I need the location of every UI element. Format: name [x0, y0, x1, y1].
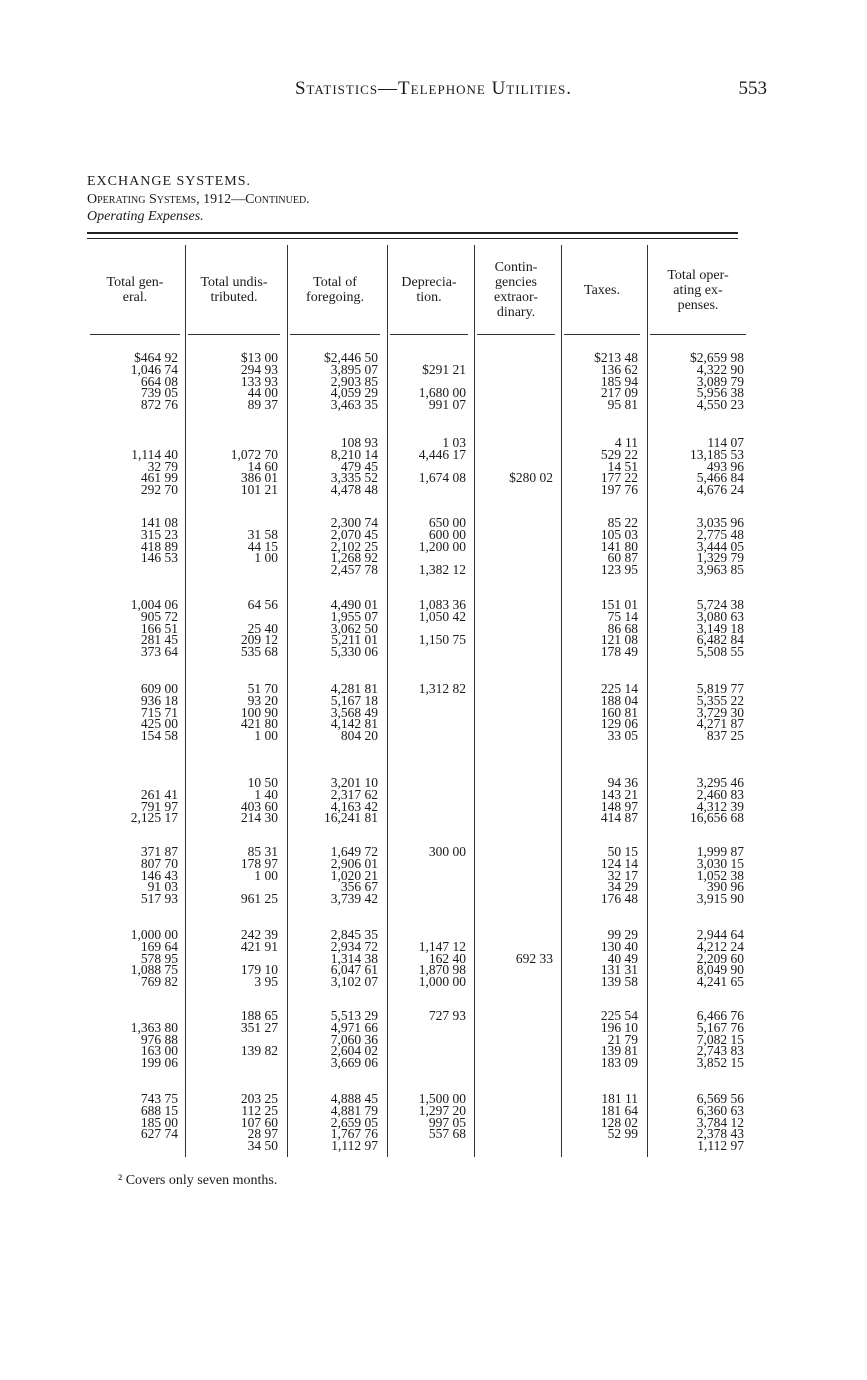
table-cell: 169 64 — [140, 938, 178, 954]
table-cell: 664 08 — [140, 373, 178, 389]
table-cell: 34 50 — [247, 1138, 278, 1154]
table-cell: 609 00 — [140, 681, 178, 696]
table-cell: 242 39 — [240, 927, 278, 942]
column-header: Total of foregoing. — [306, 275, 364, 305]
table-cell: 1,363 80 — [130, 1019, 178, 1035]
table-cell: 52 99 — [607, 1126, 638, 1142]
table-cell: 176 48 — [600, 891, 638, 907]
table-cell: 356 67 — [340, 879, 378, 895]
table-cell: 300 00 — [428, 844, 466, 859]
table-cell: 3,295 46 — [696, 775, 744, 790]
table-cell: 143 21 — [600, 786, 638, 802]
top-rule — [87, 232, 738, 234]
table-cell: $280 02 — [509, 470, 553, 486]
table-cell: 75 14 — [607, 608, 638, 624]
table-cell: 1,112 97 — [331, 1138, 378, 1154]
table-cell: 94 36 — [607, 775, 638, 790]
table-cell: 21 79 — [607, 1031, 638, 1047]
table-cell: 1,052 38 — [696, 867, 744, 883]
table-cell: 146 53 — [140, 550, 178, 566]
table-cell: 101 21 — [240, 482, 278, 498]
table-cell: 3,568 49 — [330, 704, 378, 720]
table-cell: 112 25 — [241, 1102, 278, 1118]
table-cell: 371 87 — [140, 844, 178, 859]
table-cell: 1,382 12 — [418, 562, 466, 578]
table-cell: 1,000 00 — [418, 974, 466, 990]
table-cell: 600 00 — [428, 526, 466, 542]
table-cell: 991 07 — [428, 397, 466, 413]
table-cell: 99 29 — [607, 927, 638, 942]
table-cell: 578 95 — [140, 950, 178, 966]
table-cell: 3,739 42 — [330, 891, 378, 907]
table-cell: 3,030 15 — [696, 855, 744, 871]
column-header: Deprecia- tion. — [401, 275, 457, 305]
table-cell: 4,881 79 — [330, 1102, 378, 1118]
table-cell: 197 76 — [600, 482, 638, 498]
table-cell: 5,513 29 — [330, 1008, 378, 1023]
table-cell: 3,463 35 — [330, 397, 378, 413]
table-cell: 4,312 39 — [696, 798, 744, 814]
table-cell: 1,114 40 — [131, 446, 178, 462]
table-cell: 739 05 — [140, 385, 178, 401]
table-cell: 804 20 — [340, 728, 378, 744]
table-cell: 86 68 — [607, 620, 638, 636]
table-cell: 837 25 — [706, 728, 744, 744]
table-cell: 5,508 55 — [696, 644, 744, 660]
table-cell: 44 00 — [247, 385, 278, 401]
table-cell: 1,200 00 — [418, 538, 466, 554]
table-cell: 418 89 — [140, 538, 178, 554]
table-cell: 85 31 — [247, 844, 278, 859]
table-cell: 3,080 63 — [696, 608, 744, 624]
table-cell: 1,680 00 — [418, 385, 466, 401]
table-cell: 414 87 — [600, 810, 638, 826]
table-cell: 162 40 — [428, 950, 466, 966]
table-cell: 461 99 — [140, 470, 178, 486]
header-rule — [650, 334, 746, 335]
table-cell: 160 81 — [600, 704, 638, 720]
table-cell: 1,312 82 — [418, 681, 466, 696]
table-cell: 214 30 — [240, 810, 278, 826]
table-cell: 121 08 — [600, 632, 638, 648]
table-cell: 4,478 48 — [330, 482, 378, 498]
table-cell: 185 00 — [140, 1114, 178, 1130]
table-cell: 2,604 02 — [330, 1043, 378, 1059]
table-cell: 3,852 15 — [696, 1055, 744, 1071]
section-subtitle: Operating Systems, 1912—Continued. — [87, 192, 310, 207]
table-cell: 261 41 — [140, 786, 178, 802]
table-cell: 1,004 06 — [130, 597, 178, 612]
column-header: Total undis- tributed. — [200, 275, 268, 305]
table-cell: 114 07 — [707, 435, 744, 450]
table-cell: 905 72 — [140, 608, 178, 624]
table-cell: 91 03 — [147, 879, 178, 895]
table-cell: 1,314 38 — [330, 950, 378, 966]
table-cell: 3 95 — [254, 974, 278, 990]
table-cell: 4,163 42 — [330, 798, 378, 814]
table-cell: 225 54 — [600, 1008, 638, 1023]
table-cell: 131 31 — [600, 962, 638, 978]
table-cell: 16,241 81 — [324, 810, 378, 826]
table-cell: 557 68 — [428, 1126, 466, 1142]
table-cell: 130 40 — [600, 938, 638, 954]
table-cell: 727 93 — [428, 1008, 466, 1023]
column-header: Total gen- eral. — [106, 275, 164, 305]
page-number: 553 — [738, 78, 767, 99]
table-cell: 1,268 92 — [330, 550, 378, 566]
table-cell: 146 43 — [140, 867, 178, 883]
table-cell: 33 05 — [607, 728, 638, 744]
table-cell: 292 70 — [140, 482, 178, 498]
table-cell: 64 56 — [247, 597, 278, 612]
table-cell: 185 94 — [600, 373, 638, 389]
table-cell: 3,335 52 — [330, 470, 378, 486]
table-cell: 425 00 — [140, 716, 178, 732]
table-cell: 4,142 81 — [330, 716, 378, 732]
table-cell: $464 92 — [134, 350, 178, 365]
table-cell: 650 00 — [428, 515, 466, 530]
table-cell: 3,963 85 — [696, 562, 744, 578]
table-cell: 688 15 — [140, 1102, 178, 1118]
table-cell: 51 70 — [247, 681, 278, 696]
table-cell: 188 04 — [600, 692, 638, 708]
table-cell: 5,211 01 — [331, 632, 378, 648]
table-cell: 178 97 — [240, 855, 278, 871]
header-rule — [564, 334, 640, 335]
table-cell: 4,271 87 — [696, 716, 744, 732]
table-cell: 141 08 — [140, 515, 178, 530]
table-cell: 178 49 — [600, 644, 638, 660]
table-cell: 3,915 90 — [696, 891, 744, 907]
table-cell: 421 80 — [240, 716, 278, 732]
table-cell: 2,659 05 — [330, 1114, 378, 1130]
table-cell: 60 87 — [607, 550, 638, 566]
table-cell: 1 40 — [254, 786, 278, 802]
table-cell: 1,046 74 — [130, 361, 178, 377]
running-title: Statistics—Telephone Utilities. — [294, 78, 573, 99]
table-cell: 5,956 38 — [696, 385, 744, 401]
table-cell: 936 18 — [140, 692, 178, 708]
table-cell: 44 15 — [247, 538, 278, 554]
table-cell: 5,724 38 — [696, 597, 744, 612]
table-cell: 769 82 — [140, 974, 178, 990]
table-cell: 95 81 — [607, 397, 638, 413]
table-cell: 807 70 — [140, 855, 178, 871]
table-cell: 225 14 — [600, 681, 638, 696]
table-cell: 1,147 12 — [418, 938, 466, 954]
table-cell: 3,201 10 — [330, 775, 378, 790]
table-cell: 315 23 — [140, 526, 178, 542]
table-cell: 1,072 70 — [230, 446, 278, 462]
table-cell: 2,102 25 — [330, 538, 378, 554]
table-cell: 1,649 72 — [330, 844, 378, 859]
table-cell: 3,149 18 — [696, 620, 744, 636]
table-cell: 351 27 — [240, 1019, 278, 1035]
table-cell: 209 12 — [240, 632, 278, 648]
table-cell: 976 88 — [140, 1031, 178, 1047]
table-cell: 1,870 98 — [418, 962, 466, 978]
table-cell: $291 21 — [422, 361, 466, 377]
table-cell: 3,729 30 — [696, 704, 744, 720]
table-cell: 129 06 — [600, 716, 638, 732]
table-cell: 151 01 — [600, 597, 638, 612]
table-cell: $2,446 50 — [324, 350, 378, 365]
table-cell: 1,674 08 — [418, 470, 466, 486]
table-cell: 166 51 — [140, 620, 178, 636]
table-cell: 529 22 — [600, 446, 638, 462]
table-cell: 6,569 56 — [696, 1091, 744, 1106]
table-cell: 4,490 01 — [330, 597, 378, 612]
table-cell: 2,775 48 — [696, 526, 744, 542]
table-cell: 6,482 84 — [696, 632, 744, 648]
table-cell: 5,167 76 — [696, 1019, 744, 1035]
table-cell: 1,955 07 — [330, 608, 378, 624]
table-cell: 535 68 — [240, 644, 278, 660]
table-cell: 139 82 — [240, 1043, 278, 1059]
table-cell: 872 76 — [140, 397, 178, 413]
table-cell: 1,020 21 — [330, 867, 378, 883]
table-cell: 124 14 — [600, 855, 638, 871]
table-cell: 1 00 — [254, 728, 278, 744]
table-cell: 4,971 66 — [330, 1019, 378, 1035]
header-rule — [477, 334, 555, 335]
table-cell: 3,784 12 — [696, 1114, 744, 1130]
column-header: Contin- gencies extraor- dinary. — [493, 260, 539, 320]
table-cell: 7,082 15 — [696, 1031, 744, 1047]
header-rule — [188, 334, 280, 335]
table-cell: 34 29 — [607, 879, 638, 895]
table-cell: 139 81 — [600, 1043, 638, 1059]
table-cell: 281 45 — [140, 632, 178, 648]
table-cell: 10 50 — [247, 775, 278, 790]
table-cell: 517 93 — [140, 891, 178, 907]
table-cell: 31 58 — [247, 526, 278, 542]
table-cell: 141 80 — [600, 538, 638, 554]
table-cell: 93 20 — [247, 692, 278, 708]
table-cell: 1 00 — [254, 550, 278, 566]
table-cell: 386 01 — [240, 470, 278, 486]
table-cell: 2,300 74 — [330, 515, 378, 530]
table-cell: 8,049 90 — [696, 962, 744, 978]
table-cell: 107 60 — [240, 1114, 278, 1130]
table-cell: 13,185 53 — [690, 446, 744, 462]
table-cell: 177 22 — [600, 470, 638, 486]
table-cell: 181 11 — [601, 1091, 638, 1106]
table-cell: 1,767 76 — [330, 1126, 378, 1142]
table-cell: 14 51 — [607, 458, 638, 474]
section-title: EXCHANGE SYSTEMS. — [87, 174, 252, 189]
table-cell: 4,241 65 — [696, 974, 744, 990]
table-cell: 5,330 06 — [330, 644, 378, 660]
table-cell: 2,845 35 — [330, 927, 378, 942]
section-caption: Operating Expenses. — [87, 209, 204, 224]
table-cell: 791 97 — [140, 798, 178, 814]
table-cell: 32 79 — [147, 458, 178, 474]
table-cell: 139 58 — [600, 974, 638, 990]
table-cell: 5,819 77 — [696, 681, 744, 696]
table-cell: 692 33 — [515, 950, 553, 966]
table-cell: 2,125 17 — [130, 810, 178, 826]
table-cell: 4,550 23 — [696, 397, 744, 413]
table-cell: 493 96 — [706, 458, 744, 474]
column-header: Total oper- ating ex- penses. — [667, 267, 729, 313]
table-cell: 5,466 84 — [696, 470, 744, 486]
table-cell: 89 37 — [247, 397, 278, 413]
table-cell: 5,355 22 — [696, 692, 744, 708]
table-cell: 3,062 50 — [330, 620, 378, 636]
table-cell: 8,210 14 — [330, 446, 378, 462]
header-rule — [90, 334, 180, 335]
table-cell: 154 58 — [140, 728, 178, 744]
table-cell: 3,035 96 — [696, 515, 744, 530]
table-cell: 1,150 75 — [418, 632, 466, 648]
table-cell: 2,460 83 — [696, 786, 744, 802]
table-cell: 2,378 43 — [696, 1126, 744, 1142]
table-cell: 294 93 — [240, 361, 278, 377]
table-cell: 390 96 — [706, 879, 744, 895]
table-cell: 2,209 60 — [696, 950, 744, 966]
table-cell: 373 64 — [140, 644, 178, 660]
table-cell: 50 15 — [607, 844, 638, 859]
table-cell: 108 93 — [340, 435, 378, 450]
table-cell: 961 25 — [240, 891, 278, 907]
table-cell: 2,934 72 — [330, 938, 378, 954]
table-cell: 1,112 97 — [697, 1138, 744, 1154]
table-cell: 123 95 — [600, 562, 638, 578]
table-cell: 199 06 — [140, 1055, 178, 1071]
table-cell: 1,083 36 — [418, 597, 466, 612]
table-cell: 403 60 — [240, 798, 278, 814]
table-cell: 203 25 — [240, 1091, 278, 1106]
table-cell: 1,999 87 — [696, 844, 744, 859]
table-cell: 6,466 76 — [696, 1008, 744, 1023]
table-cell: 1,329 79 — [696, 550, 744, 566]
table-cell: 2,457 78 — [330, 562, 378, 578]
table-cell: 1,088 75 — [130, 962, 178, 978]
table-cell: 128 02 — [600, 1114, 638, 1130]
table-cell: 1,297 20 — [418, 1102, 466, 1118]
top-rule-thin — [87, 238, 738, 239]
table-cell: 40 49 — [607, 950, 638, 966]
table-cell: 1 03 — [442, 435, 466, 450]
table-cell: $213 48 — [594, 350, 638, 365]
table-cell: 4,676 24 — [696, 482, 744, 498]
table-cell: 181 64 — [600, 1102, 638, 1118]
table-cell: 627 74 — [140, 1126, 178, 1142]
column-header: Taxes. — [584, 282, 620, 298]
table-cell: 6,360 63 — [696, 1102, 744, 1118]
table-cell: 7,060 36 — [330, 1031, 378, 1047]
table-cell: 1 00 — [254, 867, 278, 883]
table-cell: 85 22 — [607, 515, 638, 530]
table-cell: 3,102 07 — [330, 974, 378, 990]
table-cell: 2,906 01 — [330, 855, 378, 871]
table-cell: 4,212 24 — [696, 938, 744, 954]
table-cell: 2,070 45 — [330, 526, 378, 542]
table-cell: 2,317 62 — [330, 786, 378, 802]
table-cell: 421 91 — [240, 938, 278, 954]
table-cell: 3,895 07 — [330, 361, 378, 377]
header-rule — [290, 334, 380, 335]
table-cell: 4,059 29 — [330, 385, 378, 401]
table-cell: 3,444 05 — [696, 538, 744, 554]
table-cell: 715 71 — [140, 704, 178, 720]
table-cell: 163 00 — [140, 1043, 178, 1059]
table-cell: 997 05 — [428, 1114, 466, 1130]
table-cell: 148 97 — [600, 798, 638, 814]
table-cell: 133 93 — [240, 373, 278, 389]
table-cell: 32 17 — [607, 867, 638, 883]
table-cell: 2,743 83 — [696, 1043, 744, 1059]
table-cell: 6,047 61 — [330, 962, 378, 978]
table-cell: 16,656 68 — [690, 810, 744, 826]
table-cell: 4,281 81 — [330, 681, 378, 696]
header-rule — [390, 334, 468, 335]
table-cell: 479 45 — [340, 458, 378, 474]
table-cell: 743 75 — [140, 1091, 178, 1106]
table-cell: 105 03 — [600, 526, 638, 542]
footnote: ² Covers only seven months. — [118, 1173, 278, 1188]
table-cell: 3,669 06 — [330, 1055, 378, 1071]
table-cell: 188 65 — [240, 1008, 278, 1023]
table-cell: $13 00 — [240, 350, 278, 365]
table-cell: 14 60 — [247, 458, 278, 474]
table-cell: 196 10 — [600, 1019, 638, 1035]
table-cell: 100 90 — [240, 704, 278, 720]
table-cell: 4,888 45 — [330, 1091, 378, 1106]
table-cell: 4,322 90 — [696, 361, 744, 377]
table-cell: 1,000 00 — [130, 927, 178, 942]
table-cell: 4 11 — [614, 435, 638, 450]
column-divider — [474, 245, 475, 1157]
table-cell: 1,050 42 — [418, 608, 466, 624]
table-cell: 1,500 00 — [418, 1091, 466, 1106]
table-cell: 28 97 — [247, 1126, 278, 1142]
table-cell: $2,659 98 — [690, 350, 744, 365]
table-cell: 4,446 17 — [418, 446, 466, 462]
table-cell: 136 62 — [600, 361, 638, 377]
table-cell: 183 09 — [600, 1055, 638, 1071]
table-cell: 3,089 79 — [696, 373, 744, 389]
table-cell: 2,944 64 — [696, 927, 744, 942]
table-cell: 5,167 18 — [330, 692, 378, 708]
table-cell: 179 10 — [240, 962, 278, 978]
table-cell: 2,903 85 — [330, 373, 378, 389]
table-cell: 25 40 — [247, 620, 278, 636]
table-cell: 217 09 — [600, 385, 638, 401]
